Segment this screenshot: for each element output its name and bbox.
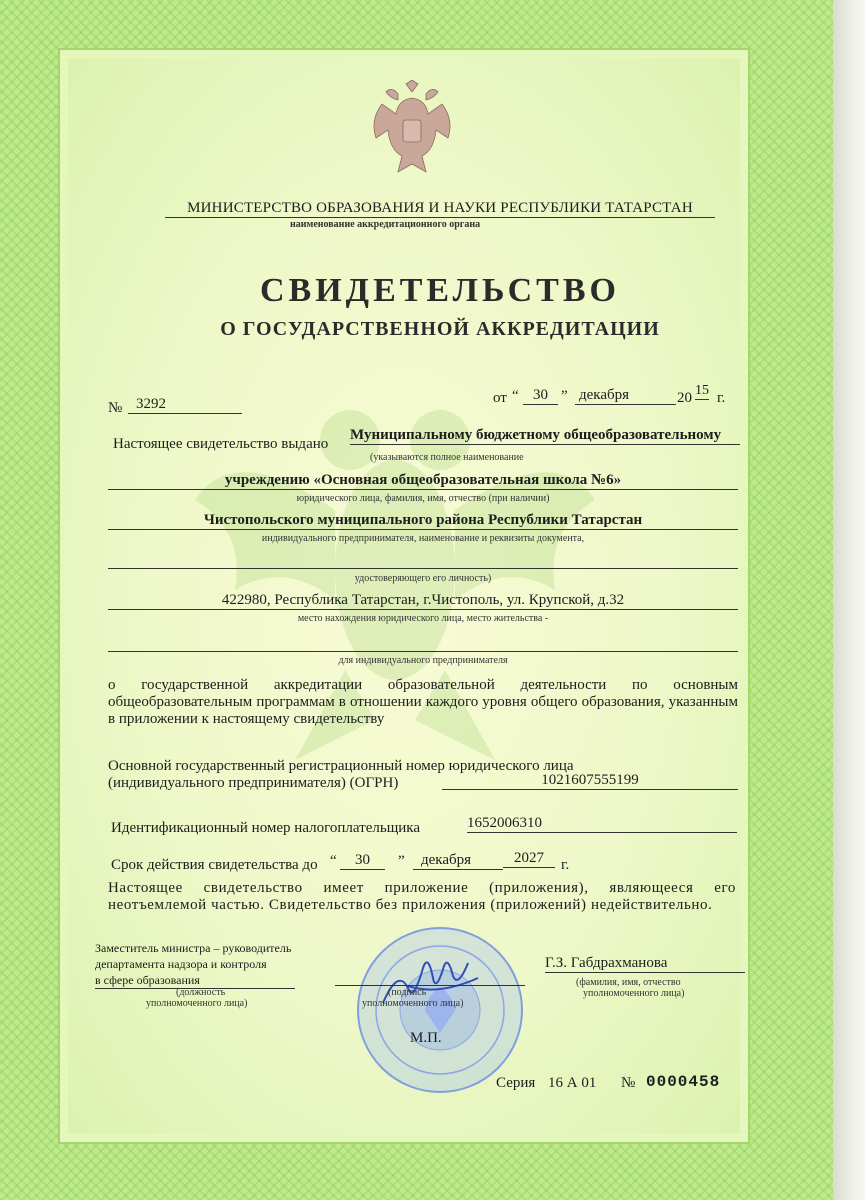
certificate-number: 3292 [128, 396, 242, 414]
scan-edge [833, 0, 865, 1200]
signatory-name: Г.З. Габдрахманова [545, 955, 745, 973]
date-year-suffix: 15 [695, 383, 709, 398]
position-caption2: уполномоченного лица) [146, 998, 248, 1009]
caption-identity: удостоверяющего его личность) [354, 573, 492, 584]
signature-caption1: (подпись [388, 987, 427, 998]
series-number: 0000458 [646, 1073, 721, 1091]
validity-open-quote: “ [330, 853, 337, 869]
validity-month: декабря [413, 852, 503, 870]
position-line3: в сфере образования [95, 973, 295, 989]
series-value: 16 А 01 [548, 1075, 597, 1091]
coat-of-arms-icon [368, 80, 456, 175]
ogrn-label-line1: Основной государственный регистрационный номер юридического лица [108, 758, 574, 774]
position-line1: Заместитель министра – руководитель [95, 941, 292, 955]
date-close-quote: ” [561, 388, 568, 404]
inn-value: 1652006310 [467, 815, 737, 833]
name-caption2: уполномоченного лица) [583, 988, 685, 999]
issued-to-line2: учреждению «Основная общеобразовательная школа №6» [108, 472, 738, 490]
date-suffix: г. [717, 390, 726, 406]
address: 422980, Республика Татарстан, г.Чистополь, ул. Крупской, д.32 [108, 592, 738, 610]
appendix-text: Настоящее свидетельство имеет приложение (приложения), являющееся его неотъемлемой частью. Свидетельство без приложения (приложений) недействительно. [108, 880, 736, 913]
validity-close-quote: ” [398, 853, 405, 869]
ogrn-value: 1021607555199 [442, 772, 738, 790]
signature-caption2: уполномоченного лица) [362, 998, 464, 1009]
caption-legal-entity: юридического лица, фамилия, имя, отчество (при наличии) [296, 493, 550, 504]
date-day: 30 [523, 387, 558, 405]
caption-entrepreneur: индивидуального предпринимателя, наименование и реквизиты документа, [261, 533, 585, 544]
issued-to-label: Настоящее свидетельство выдано [113, 436, 329, 452]
validity-year: 2027 [503, 850, 555, 868]
blank-line-2 [108, 635, 738, 652]
date-year-prefix: 20 [677, 390, 692, 406]
ministry-caption: наименование аккредитационного органа [290, 219, 481, 230]
name-caption1: (фамилия, имя, отчество [576, 977, 681, 988]
issued-to-line1: Муниципальному бюджетному общеобразовательному [350, 427, 740, 445]
accreditation-text: о государственной аккредитации образовательной деятельности по основным общеобразовательным программам в отношении каждого уровня общего образования, указанным в приложении к настоящему свидетельству [108, 677, 738, 727]
validity-suffix: г. [561, 857, 570, 873]
date-month: декабря [575, 387, 676, 405]
date-prefix: от [493, 390, 507, 406]
series-number-label: № [621, 1075, 636, 1091]
number-label: № [108, 400, 123, 416]
date-open-quote: “ [512, 388, 519, 404]
ministry-name: МИНИСТЕРСТВО ОБРАЗОВАНИЯ И НАУКИ РЕСПУБЛИКИ ТАТАРСТАН [165, 200, 715, 218]
caption-entrepreneur-residence: для индивидуального предпринимателя [338, 655, 508, 666]
series-label: Серия [496, 1075, 536, 1091]
inn-label: Идентификационный номер налогоплательщика [111, 820, 421, 836]
caption-address: место нахождения юридического лица, место жительства - [297, 613, 549, 624]
document-title: СВИДЕТЕЛЬСТВО [260, 272, 620, 309]
validity-day: 30 [340, 852, 385, 870]
issued-to-line3: Чистопольского муниципального района Республики Татарстан [108, 512, 738, 530]
blank-line-1 [108, 552, 738, 569]
caption-full-name: (указываются полное наименование [370, 452, 524, 463]
position-line2: департамента надзора и контроля [95, 957, 267, 971]
position-caption1: (должность [176, 987, 226, 998]
signature-line [335, 985, 525, 986]
stamp-place: М.П. [410, 1030, 442, 1046]
validity-label: Срок действия свидетельства до [111, 857, 318, 873]
document-subtitle: О ГОСУДАРСТВЕННОЙ АККРЕДИТАЦИИ [220, 318, 660, 340]
ogrn-label-line2: (индивидуального предпринимателя) (ОГРН) [108, 775, 399, 791]
